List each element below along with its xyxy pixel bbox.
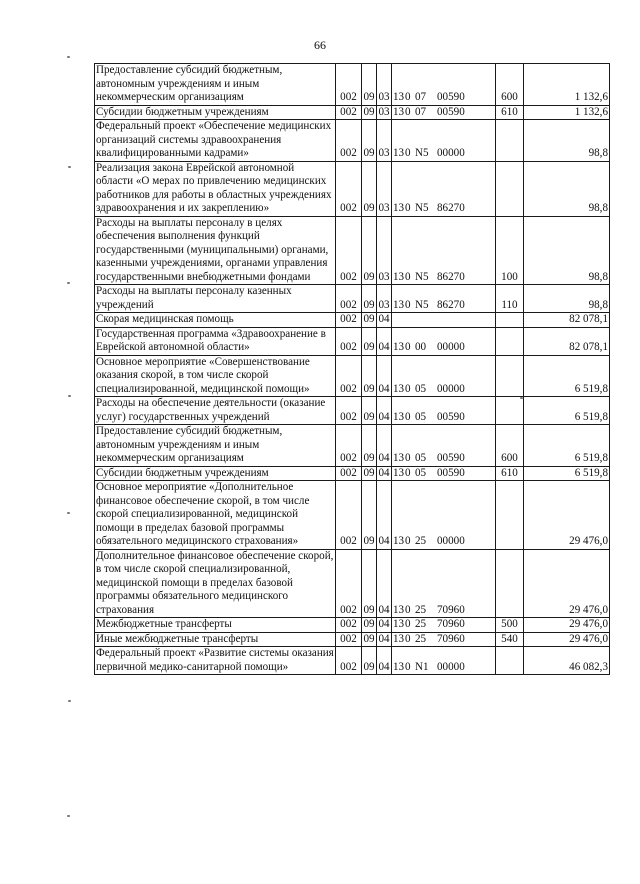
csr-part: 86270 bbox=[437, 202, 465, 214]
row-vr bbox=[496, 120, 524, 162]
budget-table-body bbox=[95, 64, 610, 675]
row-pr: 04 bbox=[377, 647, 392, 675]
row-sum: 82 078,1 bbox=[524, 327, 610, 355]
csr-part: 13 bbox=[393, 466, 405, 479]
csr-part: 05 bbox=[415, 410, 427, 423]
row-ved: 002 bbox=[336, 549, 362, 618]
row-name: Предоставление субсидий бюджетным, автономным учреждениям и иным некоммерческим организациям bbox=[95, 64, 336, 106]
csr-part: 07 bbox=[415, 105, 427, 118]
csr-part: 0 bbox=[405, 410, 411, 423]
row-name: Основное мероприятие «Совершенствование оказания скорой, в том числе скорой специализированной, медицинской помощи» bbox=[95, 355, 336, 397]
scan-speck bbox=[67, 815, 70, 817]
csr-part: 0 bbox=[405, 105, 411, 118]
row-sum: 1 132,6 bbox=[524, 105, 610, 120]
row-ved: 002 bbox=[336, 120, 362, 162]
table-row bbox=[95, 64, 610, 106]
row-sum: 6 519,8 bbox=[524, 466, 610, 481]
csr-part: 13 bbox=[393, 452, 405, 464]
row-csr bbox=[392, 425, 496, 467]
row-pr: 04 bbox=[378, 466, 390, 479]
row-vr: 500 bbox=[496, 618, 524, 633]
row-vr bbox=[496, 355, 524, 397]
row-rz: 09 bbox=[363, 466, 375, 479]
row-ved: 002 bbox=[336, 355, 362, 397]
csr-part: 0 bbox=[405, 341, 411, 353]
scan-speck bbox=[67, 512, 70, 514]
table-row bbox=[95, 425, 610, 467]
csr-part: 00 bbox=[415, 341, 427, 353]
csr-part: N5 bbox=[415, 270, 429, 283]
csr-part: 25 bbox=[415, 618, 427, 630]
row-name: Дополнительное финансовое обеспечение скорой, в том числе скорой специализированной, медицинской помощи в пределах базовой программы обязательного медицинского страхования bbox=[95, 549, 336, 618]
row-csr bbox=[392, 466, 496, 481]
row-rz: 09 bbox=[363, 632, 375, 645]
csr-part: 13 bbox=[393, 632, 405, 645]
row-name: Расходы на выплаты персоналу в целях обеспечения выполнения функций государственными (муниципальными) органами, казенными учреждениями, органами управления государственными внебюджетными фондами bbox=[95, 216, 336, 285]
csr-part: 00000 bbox=[437, 147, 465, 159]
csr-part: 13 bbox=[393, 341, 405, 353]
row-ved: 002 bbox=[336, 397, 362, 425]
row-csr bbox=[392, 549, 496, 618]
row-vr: 610 bbox=[496, 466, 524, 481]
csr-part: 13 bbox=[393, 535, 405, 547]
row-csr bbox=[392, 64, 496, 106]
csr-part: 13 bbox=[393, 410, 405, 423]
csr-part: 13 bbox=[393, 270, 405, 283]
row-vr: 610 bbox=[496, 105, 524, 120]
row-sum: 98,8 bbox=[524, 285, 610, 313]
row-ved: 002 bbox=[336, 161, 362, 216]
csr-part: 00000 bbox=[437, 382, 465, 395]
csr-part: 0 bbox=[405, 632, 411, 645]
row-pr: 04 bbox=[378, 618, 390, 630]
row-rz: 09 bbox=[363, 618, 375, 630]
row-pr: 04 bbox=[377, 549, 392, 618]
row-name: Субсидии бюджетным учреждениям bbox=[95, 466, 336, 481]
row-pr: 03 bbox=[377, 120, 392, 162]
csr-part: 05 bbox=[415, 466, 427, 479]
row-name: Расходы на обеспечение деятельности (оказание услуг) государственных учреждений bbox=[95, 397, 336, 425]
row-rz: 09 bbox=[363, 105, 375, 118]
scan-speck bbox=[68, 700, 71, 702]
csr-part: 00000 bbox=[437, 341, 465, 353]
csr-part: 00590 bbox=[437, 105, 465, 118]
row-sum: 29 476,0 bbox=[524, 549, 610, 618]
csr-part: 70960 bbox=[437, 618, 465, 630]
row-name: Предоставление субсидий бюджетным, автономным учреждениям и иным некоммерческим организациям bbox=[95, 425, 336, 467]
scan-speck bbox=[67, 56, 70, 58]
csr-part: 13 bbox=[393, 603, 405, 616]
row-vr bbox=[496, 327, 524, 355]
csr-part: 0 bbox=[405, 382, 411, 395]
csr-part: 13 bbox=[393, 105, 405, 118]
table-row bbox=[95, 466, 610, 481]
row-ved: 002 bbox=[336, 105, 362, 120]
row-ved: 002 bbox=[336, 216, 362, 285]
csr-part: 0 bbox=[405, 466, 411, 479]
table-row bbox=[95, 355, 610, 397]
row-sum: 29 476,0 bbox=[524, 618, 610, 633]
csr-part: 13 bbox=[393, 202, 405, 214]
csr-part: 25 bbox=[415, 632, 427, 645]
csr-part: 13 bbox=[393, 147, 405, 159]
csr-part: 0 bbox=[405, 270, 411, 283]
row-pr: 03 bbox=[378, 105, 390, 118]
row-rz: 09 bbox=[362, 481, 377, 550]
row-csr bbox=[392, 120, 496, 162]
row-vr: 600 bbox=[496, 425, 524, 467]
csr-part: 0 bbox=[405, 535, 411, 547]
row-ved: 002 bbox=[336, 327, 362, 355]
table-row bbox=[95, 618, 610, 633]
row-vr: 110 bbox=[496, 285, 524, 313]
row-pr: 04 bbox=[378, 313, 390, 325]
csr-part: 13 bbox=[393, 382, 405, 395]
row-sum: 1 132,6 bbox=[524, 64, 610, 106]
table-row bbox=[95, 481, 610, 550]
csr-part: 0 bbox=[405, 603, 411, 616]
table-row bbox=[95, 397, 610, 425]
row-rz: 09 bbox=[362, 425, 377, 467]
row-vr bbox=[496, 549, 524, 618]
row-sum: 82 078,1 bbox=[524, 313, 610, 328]
row-csr bbox=[392, 618, 496, 633]
row-pr: 04 bbox=[378, 632, 390, 645]
row-csr bbox=[392, 632, 496, 647]
row-csr bbox=[392, 397, 496, 425]
row-name: Основное мероприятие «Дополнительное финансовое обеспечение скорой, в том числе скорой специализированной, медицинской помощи в пределах базовой программы обязательного медицинского страхования» bbox=[95, 481, 336, 550]
row-csr bbox=[392, 216, 496, 285]
row-pr: 04 bbox=[377, 481, 392, 550]
csr-part: 07 bbox=[415, 91, 427, 103]
row-csr bbox=[392, 105, 496, 120]
row-sum: 29 476,0 bbox=[524, 632, 610, 647]
csr-part: N5 bbox=[415, 202, 429, 214]
row-name: Реализация закона Еврейской автономной области «О мерах по привлечению медицинских работников для работы в областных учреждениях здравоохранения и их закреплению» bbox=[95, 161, 336, 216]
row-rz: 09 bbox=[362, 64, 377, 106]
row-pr: 03 bbox=[377, 216, 392, 285]
row-rz: 09 bbox=[362, 647, 377, 675]
csr-part: 0 bbox=[405, 452, 411, 464]
csr-part: 86270 bbox=[437, 298, 465, 311]
table-row bbox=[95, 285, 610, 313]
csr-part: 13 bbox=[393, 618, 405, 630]
row-vr bbox=[496, 161, 524, 216]
row-ved: 002 bbox=[336, 285, 362, 313]
csr-part: N1 bbox=[415, 660, 429, 673]
row-vr bbox=[496, 647, 524, 675]
csr-part: 13 bbox=[393, 660, 405, 673]
table-row bbox=[95, 120, 610, 162]
row-vr: 600 bbox=[496, 64, 524, 106]
scan-speck bbox=[67, 282, 70, 284]
csr-part: N5 bbox=[415, 298, 429, 311]
table-row bbox=[95, 647, 610, 675]
csr-part: N5 bbox=[415, 147, 429, 159]
csr-part: 0 bbox=[405, 660, 411, 673]
csr-part: 05 bbox=[415, 382, 427, 395]
table-row bbox=[95, 161, 610, 216]
row-vr: 100 bbox=[496, 216, 524, 285]
row-ved: 002 bbox=[336, 647, 362, 675]
row-sum: 98,8 bbox=[524, 161, 610, 216]
row-name: Скорая медицинская помощь bbox=[95, 313, 336, 328]
row-rz: 09 bbox=[363, 313, 375, 325]
row-ved: 002 bbox=[336, 481, 362, 550]
row-rz: 09 bbox=[362, 216, 377, 285]
row-vr bbox=[496, 397, 524, 425]
csr-part: 00590 bbox=[437, 410, 465, 423]
row-rz: 09 bbox=[362, 549, 377, 618]
scan-speck bbox=[68, 166, 71, 168]
row-pr: 03 bbox=[377, 285, 392, 313]
row-sum: 6 519,8 bbox=[524, 425, 610, 467]
row-sum: 6 519,8 bbox=[524, 355, 610, 397]
row-csr bbox=[392, 285, 496, 313]
row-name: Иные межбюджетные трансферты bbox=[95, 632, 336, 647]
csr-part: 00590 bbox=[437, 466, 465, 479]
row-rz: 09 bbox=[362, 285, 377, 313]
csr-part: 25 bbox=[415, 603, 427, 616]
row-csr bbox=[392, 647, 496, 675]
row-rz: 09 bbox=[362, 161, 377, 216]
csr-part: 00590 bbox=[437, 452, 465, 464]
row-name: Государственная программа «Здравоохранение в Еврейской автономной области» bbox=[95, 327, 336, 355]
row-ved: 002 bbox=[336, 313, 362, 328]
row-name: Федеральный проект «Обеспечение медицинских организаций системы здравоохранения квалифицированными кадрами» bbox=[95, 120, 336, 162]
table-row bbox=[95, 549, 610, 618]
csr-part: 86270 bbox=[437, 270, 465, 283]
row-sum: 46 082,3 bbox=[524, 647, 610, 675]
csr-part: 0 bbox=[405, 147, 411, 159]
row-name: Федеральный проект «Развитие системы оказания первичной медико-санитарной помощи» bbox=[96, 647, 334, 673]
table-row bbox=[95, 105, 610, 120]
row-sum: 29 476,0 bbox=[524, 481, 610, 550]
csr-part: 0 bbox=[405, 618, 411, 630]
budget-table bbox=[94, 63, 610, 675]
csr-part: 00000 bbox=[437, 660, 465, 673]
csr-part: 0 bbox=[405, 298, 411, 311]
csr-part: 70960 bbox=[437, 632, 465, 645]
row-sum: 6 519,8 bbox=[524, 397, 610, 425]
row-csr bbox=[392, 327, 496, 355]
row-name: Субсидии бюджетным учреждениям bbox=[95, 105, 336, 120]
page-number: 66 bbox=[314, 38, 326, 52]
row-pr: 03 bbox=[377, 64, 392, 106]
csr-part: 70960 bbox=[437, 603, 465, 616]
csr-part: 25 bbox=[415, 535, 427, 547]
row-pr: 04 bbox=[377, 327, 392, 355]
csr-part: 05 bbox=[415, 452, 427, 464]
row-pr: 04 bbox=[377, 355, 392, 397]
row-rz: 09 bbox=[362, 397, 377, 425]
csr-part: 00590 bbox=[437, 91, 465, 103]
row-ved: 002 bbox=[336, 466, 362, 481]
row-sum: 98,8 bbox=[524, 216, 610, 285]
row-csr bbox=[392, 161, 496, 216]
row-csr bbox=[392, 313, 496, 328]
table-row bbox=[95, 313, 610, 328]
csr-part: 13 bbox=[393, 298, 405, 311]
row-sum: 98,8 bbox=[524, 120, 610, 162]
table-row bbox=[95, 216, 610, 285]
table-row bbox=[95, 632, 610, 647]
row-rz: 09 bbox=[362, 327, 377, 355]
row-ved: 002 bbox=[336, 64, 362, 106]
scan-speck bbox=[68, 395, 71, 397]
row-ved: 002 bbox=[336, 425, 362, 467]
row-pr: 04 bbox=[377, 425, 392, 467]
row-ved: 002 bbox=[336, 632, 362, 647]
row-csr bbox=[392, 481, 496, 550]
row-name: Расходы на выплаты персоналу казенных учреждений bbox=[95, 285, 336, 313]
row-pr: 03 bbox=[377, 161, 392, 216]
csr-part: 13 bbox=[393, 91, 405, 103]
row-pr: 04 bbox=[377, 397, 392, 425]
csr-part: 0 bbox=[405, 202, 411, 214]
table-row bbox=[95, 327, 610, 355]
csr-part: 0 bbox=[405, 91, 411, 103]
row-rz: 09 bbox=[362, 120, 377, 162]
row-rz: 09 bbox=[362, 355, 377, 397]
row-csr bbox=[392, 355, 496, 397]
row-ved: 002 bbox=[336, 618, 362, 633]
row-name: Межбюджетные трансферты bbox=[95, 618, 336, 633]
row-vr bbox=[496, 313, 524, 328]
csr-part: 00000 bbox=[437, 535, 465, 547]
row-vr bbox=[496, 481, 524, 550]
row-vr: 540 bbox=[496, 632, 524, 647]
